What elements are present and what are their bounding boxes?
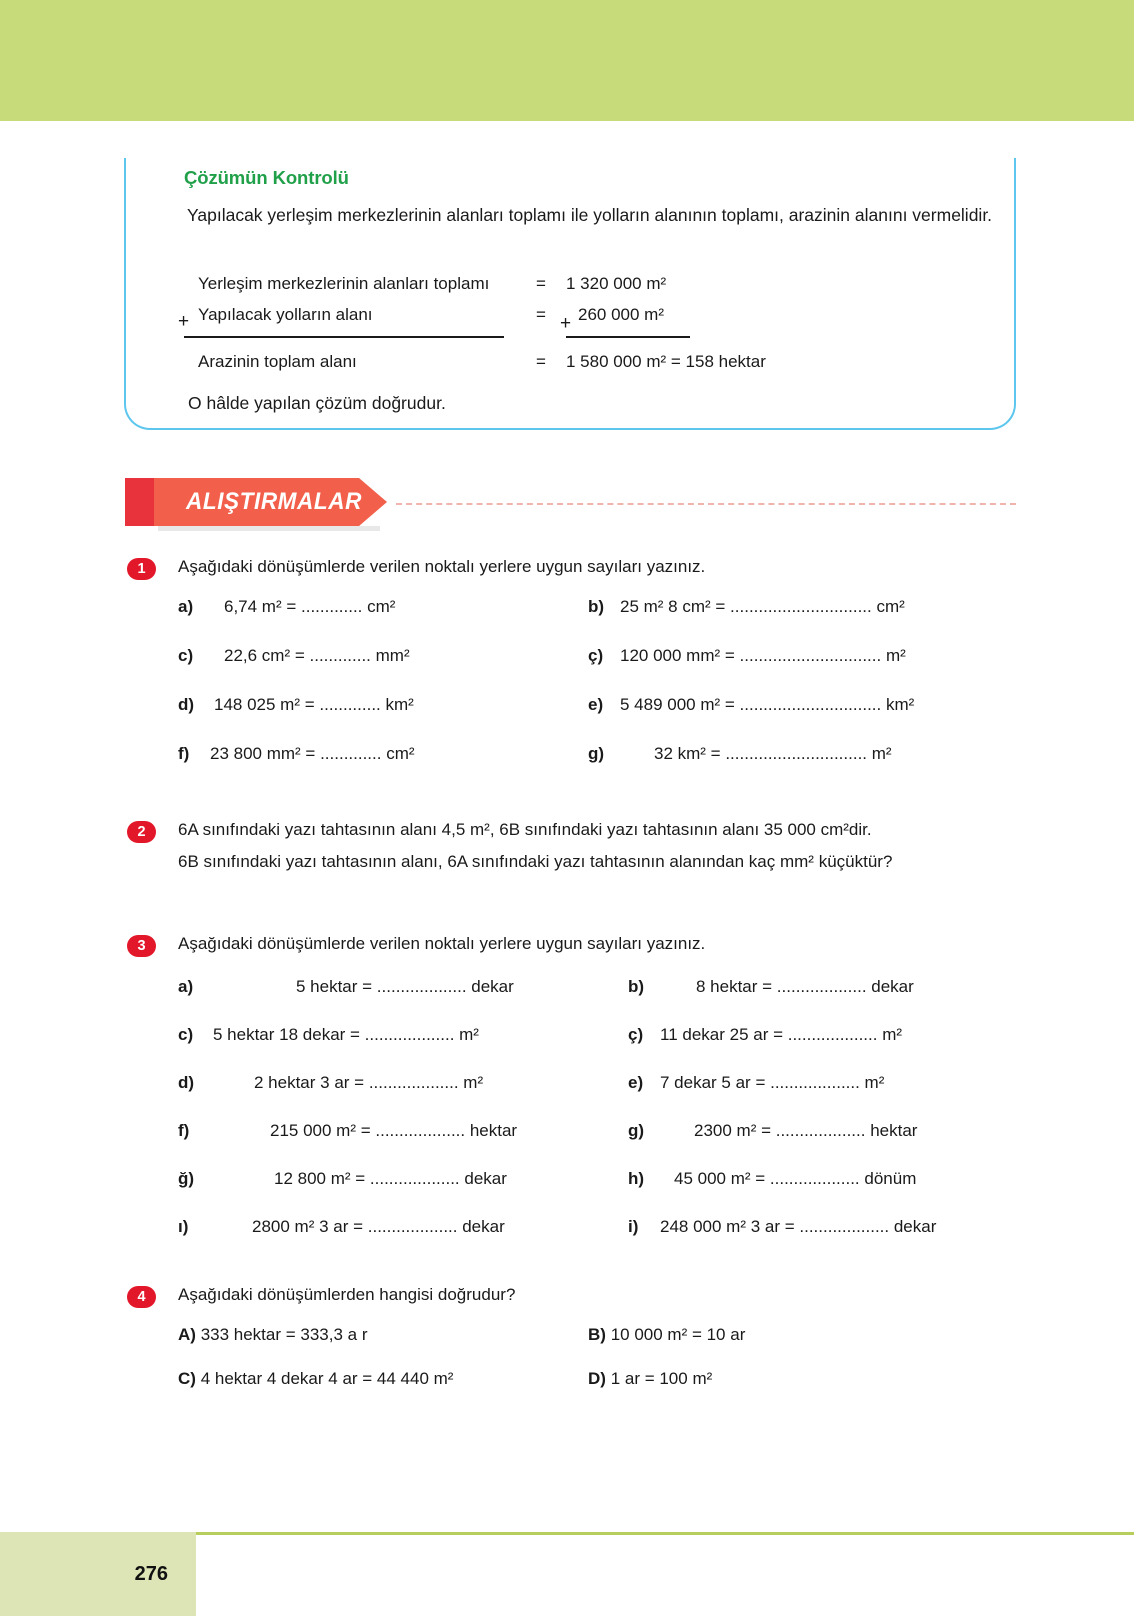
choice-option[interactable] — [178, 1325, 368, 1345]
item-expression: 7 dekar 5 ar = ................... m² — [660, 1073, 885, 1092]
conversion-item — [628, 1217, 936, 1237]
choice-label: A) — [178, 1325, 196, 1344]
item-label: g) — [628, 1121, 645, 1140]
conversion-item — [178, 1121, 517, 1141]
banner-left-stripe — [125, 478, 154, 526]
item-label: f) — [178, 744, 190, 763]
calc-row-label: Yapılacak yolların alanı — [198, 305, 373, 324]
exercises-banner — [125, 478, 387, 526]
page-number: 276 — [134, 1563, 168, 1585]
item-label: d) — [178, 695, 195, 714]
conversion-item — [178, 695, 414, 715]
choice-option[interactable] — [588, 1325, 745, 1345]
item-expression: 6,74 m² = ............. cm² — [224, 597, 396, 616]
choice-text: 4 hektar 4 dekar 4 ar = 44 440 m² — [200, 1369, 454, 1388]
conversion-item — [178, 646, 410, 666]
choice-label: C) — [178, 1369, 196, 1388]
item-label: b) — [588, 597, 605, 616]
conversion-item — [588, 597, 905, 617]
banner-shadow — [158, 526, 380, 531]
calc-row-equals: = — [536, 352, 546, 371]
item-expression: 2300 m² = ................... hektar — [694, 1121, 918, 1140]
choice-option[interactable] — [178, 1369, 453, 1389]
conversion-item — [178, 744, 415, 764]
conversion-item — [628, 1073, 884, 1093]
calc-row-label: Arazinin toplam alanı — [198, 352, 357, 371]
solution-addition-table — [178, 268, 878, 377]
item-label: a) — [178, 597, 194, 616]
conversion-item — [628, 1169, 916, 1189]
question-prompt: Aşağıdaki dönüşümlerde verilen noktalı yerlere uygun sayıları yazınız. — [178, 934, 706, 953]
calc-row — [178, 299, 878, 330]
item-label: h) — [628, 1169, 645, 1188]
choice-label: D) — [588, 1369, 606, 1388]
calc-row-equals: = — [536, 305, 546, 324]
question-number-badge: 3 — [127, 935, 156, 957]
item-expression: 120 000 mm² = .............................. m² — [620, 646, 906, 665]
banner-label: ALIŞTIRMALAR — [186, 488, 362, 515]
question-prompt-line1: 6A sınıfındaki yazı tahtasının alanı 4,5 m², 6B sınıfındaki yazı tahtasının alanı 35 000 cm²dir. — [178, 820, 872, 839]
question-number-badge: 2 — [127, 821, 156, 843]
item-expression: 8 hektar = ................... dekar — [696, 977, 914, 996]
question-number-badge: 4 — [127, 1286, 156, 1308]
conversion-item — [178, 1025, 479, 1045]
calc-row-value: 1 320 000 m² — [566, 274, 667, 293]
sum-rule-left — [184, 336, 504, 338]
item-label: ç) — [628, 1025, 644, 1044]
item-label: e) — [588, 695, 604, 714]
calc-row-value: 260 000 m² — [578, 305, 664, 324]
calc-row-label: Yerleşim merkezlerinin alanları toplamı — [198, 274, 490, 293]
solution-check-paragraph: Yapılacak yerleşim merkezlerinin alanları toplamı ile yolların alanının toplamı, arazinin alanını vermelidir. — [187, 205, 993, 225]
item-label: g) — [588, 744, 605, 763]
item-label: e) — [628, 1073, 644, 1092]
choice-text: 10 000 m² = 10 ar — [610, 1325, 746, 1344]
plus-sign-left: + — [178, 311, 190, 332]
item-expression: 2800 m² 3 ar = ................... dekar — [252, 1217, 505, 1236]
conversion-item — [628, 1121, 917, 1141]
conversion-item — [178, 1217, 505, 1237]
solution-check-title: Çözümün Kontrolü — [184, 167, 349, 188]
footer-rule — [196, 1532, 1134, 1535]
conversion-item — [178, 1073, 483, 1093]
item-label: c) — [178, 1025, 194, 1044]
conversion-item — [178, 597, 395, 617]
item-label: i) — [628, 1217, 639, 1236]
item-expression: 2 hektar 3 ar = ................... m² — [254, 1073, 484, 1092]
item-label: b) — [628, 977, 645, 996]
item-expression: 23 800 mm² = ............. cm² — [210, 744, 415, 763]
calc-row-equals: = — [536, 274, 546, 293]
conversion-item — [588, 744, 892, 764]
calc-row — [178, 346, 878, 377]
choice-option[interactable] — [588, 1369, 712, 1389]
sum-rule-right — [566, 336, 690, 338]
top-decorative-band — [0, 0, 1134, 121]
item-expression: 148 025 m² = ............. km² — [214, 695, 414, 714]
item-label: d) — [178, 1073, 195, 1092]
plus-sign-right: + — [560, 313, 572, 334]
conversion-item — [588, 695, 914, 715]
question-prompt-line2: 6B sınıfındaki yazı tahtasının alanı, 6A sınıfındaki yazı tahtasının alanından kaç mm² küçüktür? — [178, 852, 893, 871]
item-label: f) — [178, 1121, 190, 1140]
conversion-item — [628, 977, 914, 997]
item-label: ğ) — [178, 1169, 195, 1188]
question-prompt: Aşağıdaki dönüşümlerden hangisi doğrudur? — [178, 1285, 516, 1304]
item-expression: 32 km² = .............................. m² — [654, 744, 892, 763]
calc-row — [178, 268, 878, 299]
item-expression: 215 000 m² = ................... hektar — [270, 1121, 518, 1140]
item-expression: 22,6 cm² = ............. mm² — [224, 646, 410, 665]
banner-dotted-rule — [396, 503, 1016, 505]
item-expression: 5 489 000 m² = .............................. km² — [620, 695, 915, 714]
item-expression: 11 dekar 25 ar = ................... m² — [660, 1025, 903, 1044]
choice-label: B) — [588, 1325, 606, 1344]
question-number-badge: 1 — [127, 558, 156, 580]
question-prompt: Aşağıdaki dönüşümlerde verilen noktalı yerlere uygun sayıları yazınız. — [178, 557, 706, 576]
conversion-item — [588, 646, 906, 666]
item-label: ı) — [178, 1217, 189, 1236]
item-expression: 25 m² 8 cm² = .............................. cm² — [620, 597, 905, 616]
conversion-item — [178, 1169, 507, 1189]
item-label: a) — [178, 977, 194, 996]
conversion-item — [178, 977, 514, 997]
choice-text: 333 hektar = 333,3 a r — [200, 1325, 368, 1344]
item-expression: 5 hektar 18 dekar = ................... m² — [213, 1025, 479, 1044]
item-label: ç) — [588, 646, 604, 665]
calc-row-value: 1 580 000 m² = 158 hektar — [566, 352, 766, 371]
item-expression: 45 000 m² = ................... dönüm — [674, 1169, 917, 1188]
item-expression: 12 800 m² = ................... dekar — [274, 1169, 507, 1188]
solution-check-closing: O hâlde yapılan çözüm doğrudur. — [188, 393, 446, 413]
choice-text: 1 ar = 100 m² — [610, 1369, 713, 1388]
item-expression: 248 000 m² 3 ar = ................... dekar — [660, 1217, 937, 1236]
item-expression: 5 hektar = ................... dekar — [296, 977, 514, 996]
conversion-item — [628, 1025, 902, 1045]
item-label: c) — [178, 646, 194, 665]
